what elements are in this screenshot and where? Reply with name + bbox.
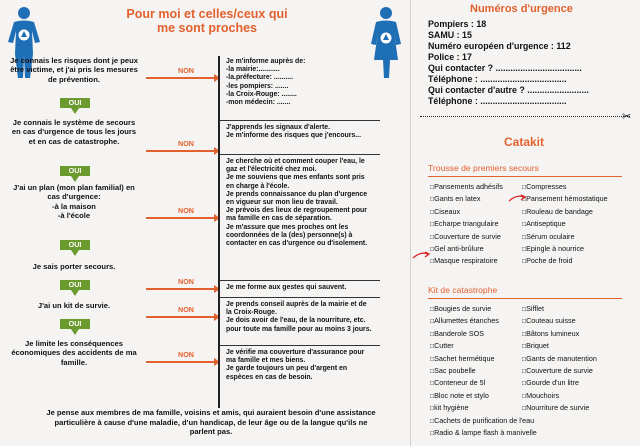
checklist-item: □ Compresses <box>522 181 608 193</box>
action-divider <box>218 56 220 408</box>
arrow-right <box>146 217 218 219</box>
checklist-item: □ Masque respiratoire <box>430 255 503 267</box>
step-survival-kit: J'ai un kit de survie. <box>37 301 111 310</box>
action-kit <box>226 301 374 334</box>
divider <box>220 120 380 121</box>
red-arrow-icon <box>412 250 430 260</box>
divider <box>220 280 380 281</box>
action-training <box>226 284 374 292</box>
checklist-item: □ Epingle à nourrice <box>522 243 608 255</box>
yes-label: OUI <box>60 166 90 176</box>
disaster-list-left <box>430 303 537 439</box>
arrow-right <box>146 150 218 152</box>
page-fold <box>410 0 411 446</box>
catakit-title: Catakit <box>504 135 545 149</box>
step-risks: Je connais les risques dont je peux être victime, et j'ai pris les mesures de prévention. <box>10 56 138 84</box>
red-arrow-icon <box>508 193 526 203</box>
disaster-list-right <box>522 303 597 415</box>
yes-label: OUI <box>60 98 90 108</box>
checklist-item: □ Conteneur de 5l <box>430 377 537 389</box>
phone-field: Téléphone : ................................... <box>428 96 567 106</box>
checklist-item: □ Radio & lampe flash à manivelle <box>430 427 537 439</box>
action-text: Je prends conseil auprès de la mairie et de la Croix-Rouge. Je dois avoir de l'eau, de la nourriture, etc. pour toute ma famille pour au moins 3 jours. <box>226 301 372 333</box>
action-insurance <box>226 349 374 382</box>
no-label: NON <box>178 305 194 314</box>
checklist-item: □ Pansement hémostatique <box>522 193 608 205</box>
checklist-item: □ kit hygiène <box>430 402 537 414</box>
checklist-item: □ Sérum oculaire <box>522 231 608 243</box>
step-emergency-system: Je connais le système de secours en cas d'urgence de tous les jours et en cas de catastrophe. <box>11 118 137 146</box>
no-label: NON <box>178 350 194 359</box>
checklist-item: □ Cutter <box>430 340 537 352</box>
checklist-item: □ Bâtons lumineux <box>522 328 597 340</box>
checklist-item: □ Couverture de survie <box>430 231 503 243</box>
checklist-item: □ Ciseaux <box>430 206 503 218</box>
checklist-item: □ Poche de froid <box>522 255 608 267</box>
checklist-item: □ Mouchoirs <box>522 390 597 402</box>
checklist-item: □ Gants en latex <box>430 193 503 205</box>
no-label: NON <box>178 277 194 286</box>
contact-field: Qui contacter d'autre ? ......................... <box>428 85 589 95</box>
checklist-item: □ Couverture de survie <box>522 365 597 377</box>
yes-label: OUI <box>60 240 90 250</box>
arrow-right <box>146 361 218 363</box>
checklist-item: □ Echarpe triangulaire <box>430 218 503 230</box>
action-text: Je vérifie ma couverture d'assurance pour ma famille et mes biens. Je garde toujours un peu d'argent en espèces en cas de besoin. <box>226 349 365 381</box>
checklist-item: □ Bougies de survie <box>430 303 537 315</box>
section-rule <box>428 298 622 299</box>
divider <box>220 345 380 346</box>
action-text: Je m'informe auprès de: -la mairie:........... -la.préfecture: .......... -les pompiers: ....... -la Croix-Rouge: ........ -mon médecin: ....... <box>226 58 306 107</box>
arrow-right <box>146 288 218 290</box>
no-label: NON <box>178 206 194 215</box>
action-plan <box>226 158 374 248</box>
checklist-item: □ Pansements adhésifs <box>430 181 503 193</box>
checklist-item: □ Briquet <box>522 340 597 352</box>
checklist-item: □ Gants de manutention <box>522 353 597 365</box>
checklist-item: □ Bloc note et stylo <box>430 390 537 402</box>
scissors-icon: ✂ <box>622 111 632 123</box>
number-line: Pompiers : 18 <box>428 19 487 29</box>
contact-field: Qui contacter ? ................................... <box>428 63 582 73</box>
emergency-numbers-title: Numéros d'urgence <box>470 3 573 15</box>
divider <box>220 154 380 155</box>
number-line: SAMU : 15 <box>428 30 472 40</box>
checklist-item: □ Rouleau de bandage <box>522 206 608 218</box>
first-aid-title: Trousse de premiers secours <box>428 163 539 173</box>
checklist-item: □ Sifflet <box>522 303 597 315</box>
action-inform <box>226 58 374 107</box>
section-rule <box>428 176 622 177</box>
checklist-item: □ Gel anti-brûlure <box>430 243 503 255</box>
yes-label: OUI <box>60 319 90 329</box>
checklist-item: □ Banderole SOS <box>430 328 537 340</box>
checklist-item: □ Sac poubelle <box>430 365 537 377</box>
step-family-plan: J'ai un plan (mon plan familial) en cas d'urgence: -à la maison -à l'école <box>13 183 135 221</box>
checklist-item: □ Antiseptique <box>522 218 608 230</box>
action-alerts <box>226 124 374 140</box>
action-text: J'apprends les signaux d'alerte. Je m'informe des risques que j'encours... <box>226 124 362 140</box>
checklist-item: □ Sachet hermétique <box>430 353 537 365</box>
action-text: Je me forme aux gestes qui sauvent. <box>226 284 347 291</box>
arrow-right <box>146 316 218 318</box>
step-first-aid: Je sais porter secours. <box>32 262 116 271</box>
footer-note: Je pense aux membres de ma famille, voisins et amis, qui auraient besoin d'une assistance particulière à cause d'une maladie, d'un handicap, de leur âge ou de la langue qu'ils ne parlent pas. <box>46 408 376 437</box>
checklist-item: □ Allumettes étanches <box>430 315 537 327</box>
no-label: NON <box>178 139 194 148</box>
disaster-kit-title: Kit de catastrophe <box>428 285 498 295</box>
action-text: Je cherche où et comment couper l'eau, le gaz et l'électricité chez moi. Je me souviens que mes enfants sont pris en charge à l'école. Je prends connaissance du plan d'urgence en vigueur sur mon lieu de travail. Je prévois des lieux de regroupement pour ma famille en cas de séparation. Je m'assure que mes proches ont les coordonnées de la (des) personne(s) à contacter en cas d'urgence ou d'isolement. <box>226 158 368 248</box>
checklist-item: □ Nourriture de survie <box>522 402 597 414</box>
first-aid-list-left <box>430 181 503 268</box>
main-title: Pour moi et celles/ceux qui me sont proches <box>126 7 288 35</box>
first-aid-list-right <box>522 181 608 268</box>
emergency-numbers <box>428 19 589 107</box>
number-line: Numéro européen d'urgence : 112 <box>428 41 571 51</box>
divider <box>220 297 380 298</box>
checklist-item: □ Cachets de purification de l'eau <box>430 415 537 427</box>
arrow-right <box>146 77 218 79</box>
cut-line <box>420 116 630 117</box>
checklist-item: □ Gourde d'un litre <box>522 377 597 389</box>
checklist-item: □ Couteau suisse <box>522 315 597 327</box>
yes-label: OUI <box>60 280 90 290</box>
number-line: Police : 17 <box>428 52 472 62</box>
step-economic: Je limite les conséquences économiques des accidents de ma famille. <box>11 339 137 367</box>
phone-field: Téléphone : ................................... <box>428 74 567 84</box>
no-label: NON <box>178 66 194 75</box>
